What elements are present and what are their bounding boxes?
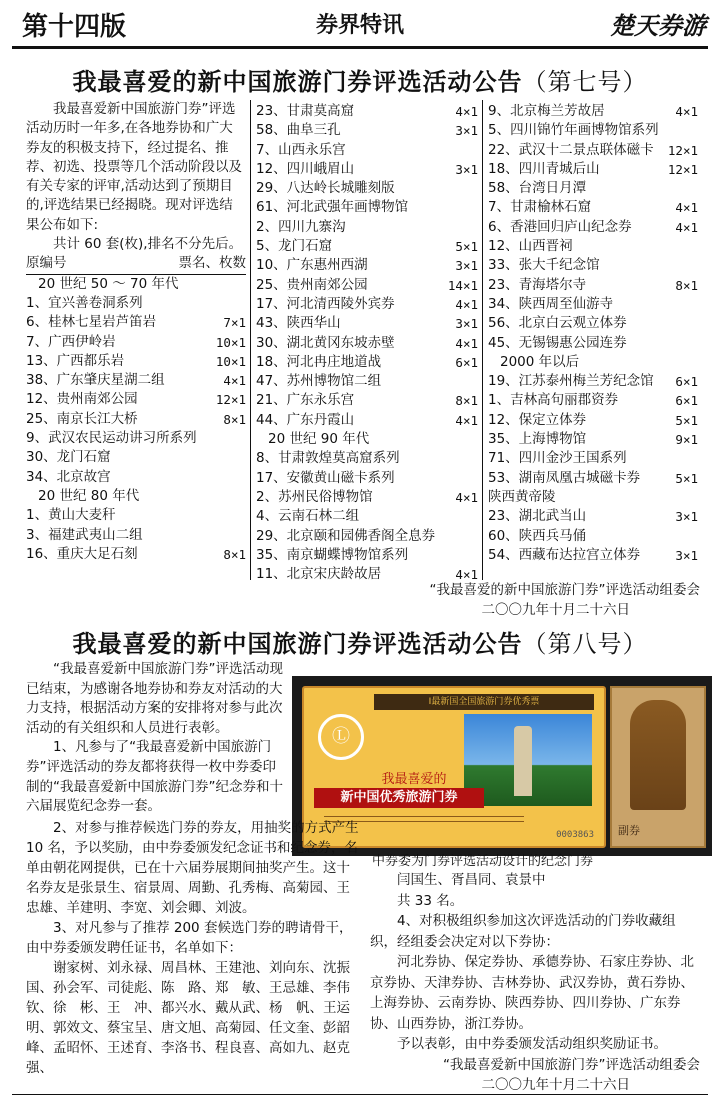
ticket-name: 38、广东肇庆星湖二组	[26, 372, 165, 389]
era-heading: 2000 年以后	[500, 353, 580, 370]
page-header	[0, 0, 720, 52]
list-item	[256, 160, 478, 179]
list-item	[488, 198, 698, 217]
ticket-name: 29、北京颐和园佛香阁全息券	[256, 527, 436, 544]
ticket-count: 6×1	[455, 354, 478, 370]
ticket-count: 4×1	[455, 335, 478, 351]
list-item	[488, 121, 698, 140]
list-item	[26, 448, 246, 467]
ticket-count: 6×1	[675, 393, 698, 409]
ticket-count: 10×1	[215, 334, 246, 350]
ticket-line2: 新中国优秀旅游门券	[314, 788, 484, 808]
ticket-name: 23、湖北武当山	[488, 508, 587, 525]
column-divider	[250, 100, 251, 580]
notice8-number: （第八号）	[522, 630, 648, 658]
ticket-count: 3×1	[455, 316, 478, 332]
ticket-name: 18、四川青城后山	[488, 160, 600, 177]
ticket-count: 8×1	[455, 393, 478, 409]
ticket-count: 4×1	[455, 489, 478, 505]
notice8-left-text	[26, 660, 284, 817]
list-item	[26, 410, 246, 429]
list-item	[26, 429, 246, 448]
ticket-count: 4×1	[455, 412, 478, 428]
ticket-name: 25、南京长江大桥	[26, 410, 138, 427]
list-item	[488, 546, 698, 565]
ticket-name: 11、北京宋庆龄故居	[256, 566, 382, 583]
list-item	[488, 160, 698, 179]
list-item	[488, 237, 698, 256]
ticket-name: 4、云南石林二组	[256, 508, 360, 525]
ticket-name: 29、八达岭长城雕刻版	[256, 180, 395, 197]
ticket-count: 6×1	[675, 374, 698, 390]
ticket-name: 16、重庆大足石刻	[26, 545, 138, 562]
pagoda-icon	[514, 726, 532, 796]
list-item	[256, 198, 478, 217]
ticket-count: 4×1	[455, 296, 478, 312]
list-item	[488, 314, 698, 333]
ticket-name: 25、贵州南郊公园	[256, 276, 368, 293]
ticket-name: 19、江苏泰州梅兰芳纪念馆	[488, 373, 654, 390]
ticket-count: 3×1	[455, 123, 478, 139]
ticket-count: 7×1	[223, 315, 246, 331]
ticket-name: 2、苏州民俗博物馆	[256, 488, 373, 505]
header-rule	[12, 46, 708, 49]
ticket-name: 10、广东惠州西湖	[256, 257, 368, 274]
ticket-name: 8、甘肃敦煌莫高窟系列	[256, 450, 400, 467]
terracotta-figure-icon	[630, 700, 686, 810]
list-item	[488, 411, 698, 430]
list-item	[26, 468, 246, 487]
ticket-count: 12×1	[667, 142, 698, 158]
list-item	[488, 276, 698, 295]
list-item	[488, 295, 698, 314]
ticket-count: 4×1	[675, 104, 698, 119]
ticket-count: 8×1	[223, 411, 246, 427]
notice8-p8: 4、对积极组织参加这次评选活动的门券收藏组织，经组委会决定对以下券协：	[370, 913, 676, 950]
ticket-name: 1、吉林高句丽郡资券	[488, 392, 619, 409]
ticket-count: 3×1	[675, 509, 698, 525]
list-item	[488, 488, 698, 507]
ticket-name: 3、福建武夷山二组	[26, 526, 143, 543]
list-item	[26, 313, 246, 332]
ticket-name: 1、黄山大麦秆	[26, 507, 116, 524]
entries-list-1	[26, 275, 246, 564]
ticket-name: 5、四川锦竹年画博物馆系列	[488, 122, 659, 139]
list-item	[488, 102, 698, 121]
page-number: 第十四版	[22, 12, 127, 42]
list-item	[256, 256, 478, 275]
stub-label: 副券	[618, 824, 640, 837]
ticket-name: 22、武汉十二景点联体磁卡	[488, 141, 654, 158]
list-item	[26, 333, 246, 352]
ticket-count: 5×1	[675, 412, 698, 428]
ticket-count: 8×1	[675, 277, 698, 293]
ticket-name: 44、广东丹霞山	[256, 411, 355, 428]
ticket-count: 8×1	[223, 546, 246, 562]
ticket-count: 4×1	[675, 219, 698, 235]
list-item	[256, 469, 478, 488]
notice8-signature: “我最喜爱新中国旅游门券”评选活动组委会 二〇〇九年十月二十六日	[443, 1056, 700, 1093]
ticket-name: 6、桂林七星岩芦笛岩	[26, 314, 157, 331]
ticket-name: 71、四川金沙王国系列	[488, 450, 627, 467]
notice8-title: 我最喜爱的新中国旅游门券评选活动公告（第八号）	[72, 630, 648, 658]
ticket-name: 12、山西晋祠	[488, 238, 573, 255]
column-header: 原编号 票名、枚数	[26, 254, 246, 274]
era-heading: 20 世纪 80 年代	[38, 487, 140, 504]
list-item	[256, 391, 478, 410]
list-item	[26, 371, 246, 390]
list-item	[256, 141, 478, 160]
list-item	[26, 526, 246, 545]
list-item	[488, 372, 698, 391]
ticket-name: 1、宜兴善卷洞系列	[26, 294, 143, 311]
ticket-line1: 我最喜爱的	[381, 772, 447, 787]
list-item	[488, 141, 698, 160]
ticket-name: 12、贵州南郊公园	[26, 391, 138, 408]
ticket-count: 3×1	[455, 161, 478, 177]
ticket-count: 5×1	[455, 239, 478, 255]
ticket-count: 3×1	[675, 547, 698, 563]
list-item	[256, 488, 478, 507]
ticket-count: 12×1	[215, 392, 246, 408]
ticket-name: 34、陕西周至仙游寺	[488, 295, 614, 312]
list-item	[26, 506, 246, 525]
ticket-name: 21、广东永乐宫	[256, 392, 355, 409]
era-heading: 20 世纪 90 年代	[268, 431, 370, 448]
ticket-count: 5×1	[675, 470, 698, 486]
ticket-name: 2、四川九寨沟	[256, 218, 346, 235]
list-item	[256, 295, 478, 314]
ticket-name: 54、西藏布达拉宫立体券	[488, 546, 641, 563]
list-item	[256, 546, 478, 565]
ticket-name: 7、甘肃榆林石窟	[488, 199, 592, 216]
ticket-name: 7、广西伊岭岩	[26, 333, 116, 350]
list-item	[256, 276, 478, 295]
ticket-name: 34、北京故宫	[26, 468, 111, 485]
notice8-p1: “我最喜爱新中国旅游门券”评选活动现已结束，为感谢各地券协和券友对活动的大力支持，根据活动方案的安排将对参与此次活动的有关组织和人员进行表彰。	[26, 661, 283, 736]
ticket-name: 56、北京白云观立体券	[488, 315, 627, 332]
era-heading: 20 世纪 50 ～ 70 年代	[38, 275, 179, 292]
list-item	[256, 527, 478, 546]
ticket-name: 17、安徽黄山磁卡系列	[256, 469, 395, 486]
list-item	[256, 237, 478, 256]
ticket-count: 4×1	[455, 104, 478, 119]
list-item	[256, 507, 478, 526]
notice7-number: （第七号）	[522, 68, 648, 96]
ticket-name: 33、张大千纪念馆	[488, 257, 600, 274]
ticket-name: 13、广西都乐岩	[26, 352, 125, 369]
list-item	[488, 218, 698, 237]
list-item	[256, 334, 478, 353]
ticket-name: 17、河北清西陵外宾券	[256, 295, 395, 312]
list-item	[256, 353, 478, 372]
ticket-name: 23、青海塔尔寺	[488, 276, 587, 293]
ticket-name: 45、无锡锡惠公园连券	[488, 334, 627, 351]
ticket-serial: 0003863	[556, 830, 594, 840]
notice8-p10: 予以表彰，由中券委颁发活动组织奖励证书。	[397, 1036, 667, 1052]
ticket-name: 58、台湾日月潭	[488, 180, 587, 197]
list-item	[488, 507, 698, 526]
ticket-count: 3×1	[455, 258, 478, 274]
notice8-p4: 3、对凡参与了推荐 200 套候选门券的聘请骨干，由中券委颁发聘任证书，名单如下：	[26, 920, 353, 956]
ticket-count: 9×1	[675, 432, 698, 448]
ticket-name: 60、陕西兵马俑	[488, 527, 587, 544]
ticket-count: 10×1	[215, 353, 246, 369]
ticket-name: 6、香港回归庐山纪念券	[488, 218, 632, 235]
ticket-name: 35、南京蝴蝶博物馆系列	[256, 546, 409, 563]
entries-list-2	[256, 102, 478, 584]
ticket-stub	[610, 686, 706, 848]
list-item	[488, 179, 698, 198]
section-name: 券界特讯	[315, 13, 404, 38]
ticket-name: 43、陕西华山	[256, 315, 341, 332]
list-item	[256, 121, 478, 140]
ticket-name: 陕西黄帝陵	[488, 488, 556, 505]
list-item	[256, 372, 478, 391]
notice8-p2: 1、凡参与了“我最喜爱新中国旅游门券”评选活动的券友都将获得一枚中券委印制的“我最喜爱新中国旅游门券”纪念券和十六届展览纪念券一套。	[26, 739, 283, 815]
list-item	[488, 469, 698, 488]
list-item	[26, 294, 246, 313]
list-item	[488, 256, 698, 275]
photo-caption: 中券委为门券评选活动设计的纪念门券	[372, 854, 594, 869]
notice8-right-text	[370, 870, 700, 1095]
notice8-p9: 河北券协、保定券协、承德券协、石家庄券协、北京券协、天津券协、吉林券协、武汉券协，黄石券协、上海券协、云南券协、陕西券协、四川券协、广东券协、山西券协，浙江券协。	[370, 954, 694, 1032]
list-item	[256, 102, 478, 121]
ticket-name: 30、龙门石窟	[26, 449, 111, 466]
list-item	[488, 527, 698, 546]
ticket-name: 58、曲阜三孔	[256, 122, 341, 139]
notice8-left-text-2	[26, 818, 362, 1078]
notice8-p6: 闫国生、胥昌同、袁景中	[397, 872, 546, 888]
notice7-total: 共计 60 套(枚),排名不分先后。	[53, 236, 243, 253]
ticket-name: 7、山西永乐宫	[256, 141, 346, 158]
list-item	[256, 314, 478, 333]
list-item	[256, 411, 478, 430]
ticket-name: 47、苏州博物馆二组	[256, 373, 382, 390]
list-item	[488, 449, 698, 468]
list-item	[26, 390, 246, 409]
ticket-count: 12×1	[667, 161, 698, 177]
ticket-name: 61、河北武强年画博物馆	[256, 199, 409, 216]
list-item	[256, 179, 478, 198]
ticket-count: 4×1	[675, 200, 698, 216]
list-item	[26, 545, 246, 564]
ticket-count: 4×1	[455, 567, 478, 583]
ticket-name: 9、武汉农民运动讲习所系列	[26, 430, 197, 447]
list-item	[256, 218, 478, 237]
notice8-p5: 谢家树、刘永禄、周昌林、王建池、刘向东、沈振国、孙会军、司徒彪、陈 路、郑 敏、王忌雄、李伟钦、徐 彬、王 冲、都兴水、戴从武、杨 帆、王运明、郭效文、蔡宝呈、唐文旭、高菊园、任文奎、彭韶峰、孟昭怀、王述育、李洛书、程良喜、高如九、赵克强、	[26, 960, 350, 1076]
list-item	[488, 334, 698, 353]
ticket-count: 14×1	[447, 277, 478, 293]
ticket-name: 12、保定立体券	[488, 411, 587, 428]
notice7-col1	[26, 100, 246, 564]
notice8-p3: 2、对参与推荐候选门券的券友，用抽奖的方式产生 10 名，予以奖励，由中券委颁发纪念证书和纪念券，名单由朝花网提供，已在十六届券展期间抽奖产生。这十名券友是张景生、宿景周、周勤、孔秀梅、高菊园、王忠雄、羊建明、李宽、刘会卿、刘波。	[26, 820, 359, 916]
ticket-name: 30、湖北黄冈东坡赤壁	[256, 334, 395, 351]
ticket-count: 4×1	[223, 373, 246, 389]
notice7-intro: 我最喜爱新中国旅游门券”评选活动历时一年多,在各地券协和广大券友的积极支持下，经过提名、推荐、初选、投票等几个活动阶段以及有关专家的评审,活动达到了预期目的,评选结果已经揭晓。现对评选结果公布如下:	[26, 101, 242, 233]
ticket-name: 18、河北冉庄地道战	[256, 353, 382, 370]
ticket-name: 53、湖南凤凰古城磁卡券	[488, 469, 641, 486]
list-item	[488, 391, 698, 410]
ticket-name: 9、北京梅兰芳故居	[488, 103, 605, 119]
footer-rule	[12, 1094, 708, 1095]
list-item	[26, 352, 246, 371]
ticket-band-text: Ⅰ最新国全国旅游门券优秀票	[374, 694, 594, 710]
list-item	[256, 449, 478, 468]
notice8-p7: 共 33 名。	[397, 892, 464, 909]
ticket-name: 35、上海博物馆	[488, 431, 587, 448]
ticket-name: 5、龙门石窟	[256, 238, 333, 255]
column-divider	[482, 100, 483, 580]
ticket-name: 23、甘肃莫高窟	[256, 103, 355, 119]
ticket-logo-icon: Ⓛ	[318, 714, 364, 760]
list-item	[488, 430, 698, 449]
notice7-title: 我最喜爱的新中国旅游门券评选活动公告（第七号）	[72, 68, 648, 96]
entries-list-3	[488, 102, 698, 565]
ticket-name: 12、四川峨眉山	[256, 160, 355, 177]
newspaper-brand: 楚天券游	[610, 11, 706, 40]
notice7-signature: “我最喜爱的新中国旅游门券”评选活动组委会 二〇〇九年十月二十六日	[429, 582, 700, 618]
